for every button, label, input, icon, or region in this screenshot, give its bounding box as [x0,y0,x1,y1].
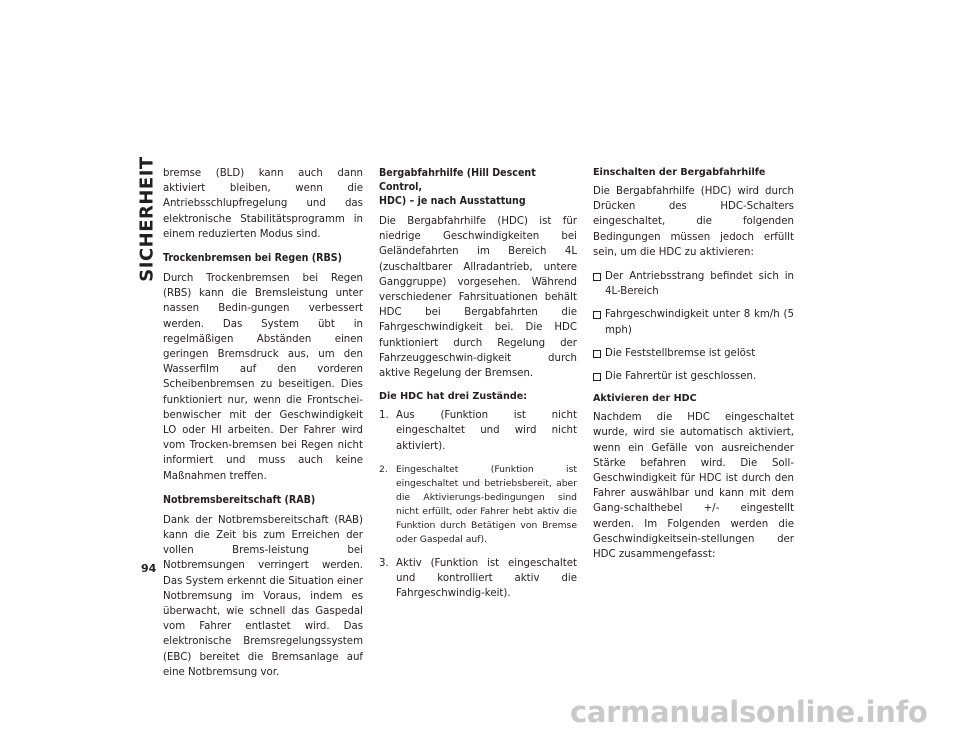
list-item [379,408,577,454]
page-number: 94 [141,562,157,575]
list-item [593,269,794,299]
list-item-text: Der Antriebsstrang befindet sich in 4L-Bereich [605,271,794,298]
list-item-text: Fahrgeschwindigkeit unter 8 km/h (5 mph) [605,309,794,336]
section-tab-label: SICHERHEIT [136,156,158,282]
hdc-states-list [379,408,577,601]
text-column-2 [379,166,577,610]
hdc-states-heading: Die HDC hat drei Zustände: [379,391,528,403]
list-item-text: Aus (Funktion ist nicht eingeschaltet und wird nicht aktiviert). [396,410,577,452]
watermark-text: carmanualsonline.info [570,695,928,729]
hdc-heading-line2: HDC) – je nach Ausstattung [379,195,526,207]
hdc-heading [379,166,577,208]
hdc-conditions-list [593,269,794,384]
list-item-number: 3. [379,557,389,569]
hdc-activate-paragraph: Nachdem die HDC eingeschaltet wurde, wird sie automatisch aktiviert, wenn ein Gefälle von ausreichender Stärke befahren wird. Die Soll-Geschwindigkeit für HDC ist durch den Fahrer auswählbar und kann mit dem Gang-schalthebel +/- eingestellt werden. Im Folgenden werden die Geschwindigkeitsein-stellungen der HDC zusammengefasst: [593,412,794,561]
list-item-number: 1. [379,410,389,422]
checkbox-bullet-icon [593,369,605,384]
text-column-1 [163,166,363,689]
hdc-paragraph: Die Bergabfahrhilfe (HDC) ist für niedrige Geschwindigkeiten bei Geländefahrten im Bereich 4L (zuschaltbarer Allradantrieb, untere Ganggruppe) vorgesehen. Während verschiedener Fahrsituationen behält HDC bei Bergabfahrten die Fahrgeschwindigkeit bei. Die HDC funktioniert durch Regelung der Fahrzeuggeschwin-digkeit durch aktive Regelung der Bremsen. [379,216,577,380]
list-item [379,463,577,547]
list-item [379,556,577,602]
checkbox-bullet-icon [593,269,605,299]
watermark [570,695,940,735]
rbs-paragraph: Durch Trockenbremsen bei Regen (RBS) kann die Bremsleistung unter nassen Bedin-gungen verbessert werden. Das System übt in regelmäßigen Abständen einen geringen Bremsdruck aus, um den Wasserfilm auf den vorderen Scheibenbremsen zu beseitigen. Dies funktioniert nur, wenn die Frontschei-benwischer mit der Geschwindigkeit LO oder HI arbeiten. Der Fahrer wird vom Trocken-bremsen bei Regen nicht informiert und muss auch keine Maßnahmen treffen. [163,273,363,482]
rbs-heading: Trockenbremsen bei Regen (RBS) [163,252,342,265]
list-item-text: Die Fahrertür ist geschlossen. [605,371,757,383]
list-item-text: Eingeschaltet (Funktion ist eingeschaltet und betriebsbereit, aber die Aktivierungs-bedingungen sind nicht erfüllt, oder Fahrer hebt aktiv die Funktion durch Betätigen von Bremse oder Gaspedal auf). [396,463,577,545]
list-item-text: Aktiv (Funktion ist eingeschaltet und kontrolliert aktiv die Fahrgeschwindig-keit). [396,557,577,600]
rab-heading: Notbremsbereitschaft (RAB) [163,493,316,506]
bld-continuation-paragraph: bremse (BLD) kann auch dann aktiviert bleiben, wenn die Antriebsschlupfregelung und das elektronische Stabilitätsprogramm in einem reduzierten Modus sind. [163,168,363,240]
list-item [593,369,794,384]
hdc-enable-heading: Einschalten der Bergabfahrhilfe [593,167,766,178]
list-item-number: 2. [379,463,388,475]
hdc-heading-line1: Bergabfahrhilfe (Hill Descent Control, [379,167,536,193]
hdc-activate-heading: Aktivieren der HDC [593,393,697,405]
list-item [593,307,794,337]
checkbox-bullet-icon [593,346,605,361]
list-item-text: Die Feststellbremse ist gelöst [605,347,756,359]
text-column-3 [593,166,794,571]
rab-paragraph: Dank der Notbremsbereitschaft (RAB) kann die Zeit bis zum Erreichen der vollen Brems-leistung bei Notbremsungen verringert werden. Das System erkennt die Situation einer Notbremsung im Voraus, indem es überwacht, wie schnell das Gaspedal vom Fahrer entlastet wird. Das elektronische Bremsregelungssystem (EBC) bereitet die Bremsanlage auf eine Notbremsung vor. [163,514,363,678]
checkbox-bullet-icon [593,307,605,337]
list-item [593,346,794,361]
hdc-enable-paragraph: Die Bergabfahrhilfe (HDC) wird durch Drücken des HDC-Schalters eingeschaltet, die folgenden Bedingungen müssen jedoch erfüllt sein, um die HDC zu aktivieren: [593,186,794,258]
section-side-tab [134,156,160,282]
